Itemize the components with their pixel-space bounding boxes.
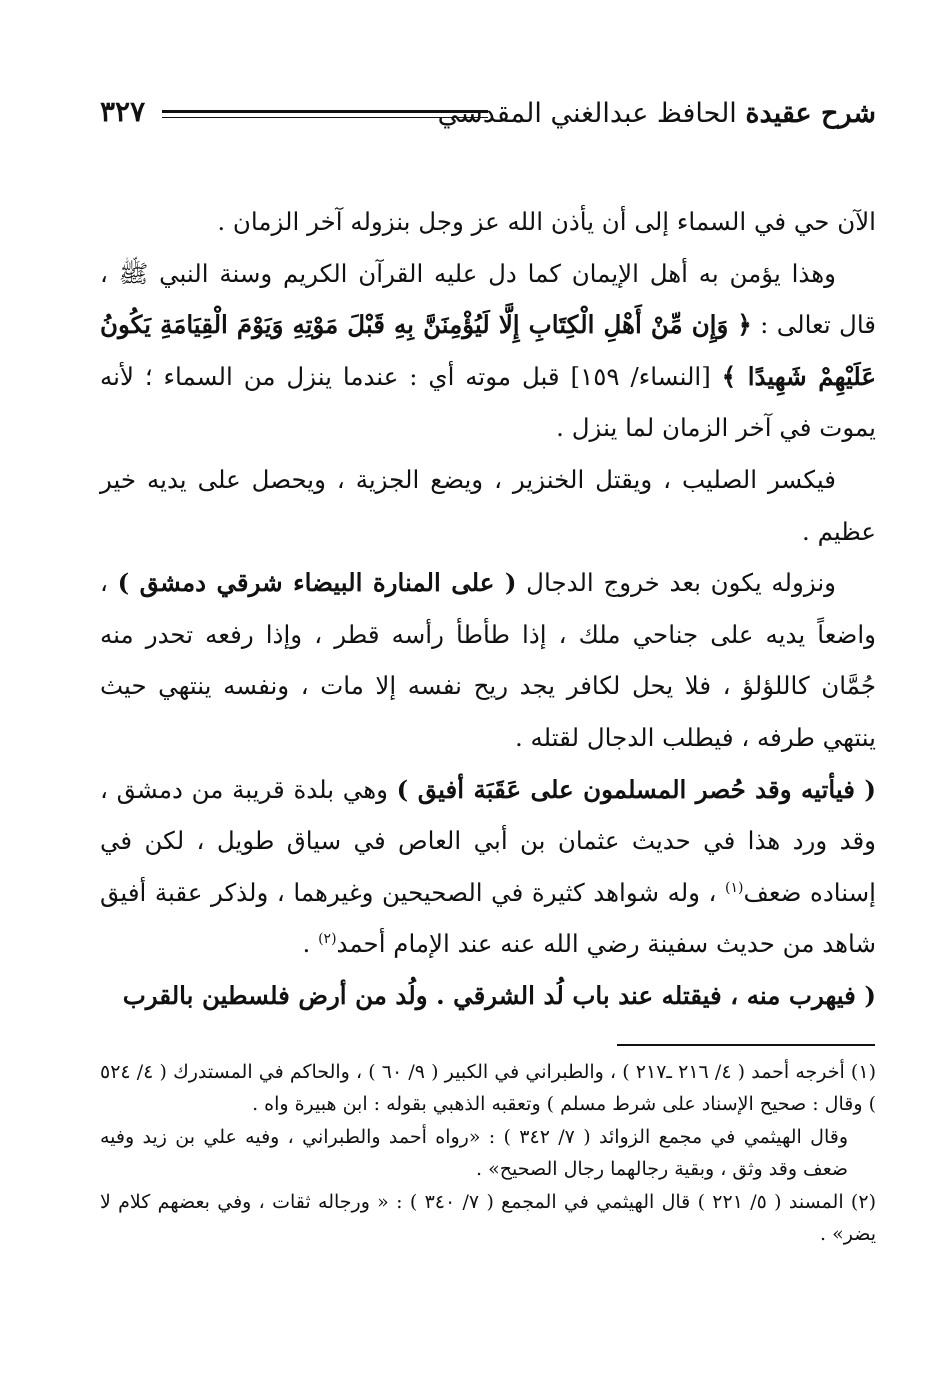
footnote-ref-1: (١) [725,879,744,896]
footnote-1-continued: وقال الهيثمي في مجمع الزوائد ( ٧/ ٣٤٢ ) : «رواه أحمد والطبراني ، وفيه علي بن زيد وفيه ضعف وقد وثق ، وبقية رجالهما رجال الصحيح» . [100,1125,849,1181]
footnote-1: (١) أخرجه أحمد ( ٤/ ٢١٦ ـ٢١٧ ) ، والطبراني في الكبير ( ٩/ ٦٠ ) ، والحاكم في المستدرك ( ٤/ ٥٢٤ ) وقال : صحيح الإسناد على شرط مسلم ) وتعقبه الذهبي بقوله : ابن هبيرة واه . [100,1061,876,1116]
paragraph-5-text-a: وهي بلدة قريبة من دمشق ، وقد ورد هذا في حديث عثمان بن أبي العاص في سياق طويل ، لكن في إسناده ضعف [100,774,876,907]
page-number: ٣٢٧ [100,95,146,128]
book-title-rest: الحافظ عبدالغني المقدسي [437,98,746,129]
paragraph-3: فيكسر الصليب ، ويقتل الخنزير ، ويضع الجزية ، ويحصل على يديه خير عظيم . [100,464,876,546]
running-header [100,88,876,144]
book-title [438,94,876,134]
footnote-ref-2: (٢) [318,931,337,948]
paragraph-5 [100,764,876,970]
matn-quote-2: ( فيأتيه وقد حُصر المسلمون على عَقَبَة أفيق ) [396,774,876,804]
matn-quote-3: ( فيهرب منه ، فيقتله عند باب لُد الشرقي . ولُد من أرض فلسطين بالقرب [122,980,876,1010]
footnotes [100,1056,876,1250]
paragraph-4-text-b: ، واضعاً يديه على جناحي ملك ، إذا طأطأ رأسه قطر ، وإذا رفعه تحدر منه جُمَّان كاللؤلؤ ، فلا يحل لكافر يجد ريح نفسه إلا مات ، ونفسه ينتهي حيث ينتهي طرفه ، فيطلب الدجال لقتله . [100,568,876,752]
paragraph-5-text-c: . [302,929,319,959]
main-text [100,196,876,1022]
paragraph-2-text-a: وهذا يؤمن به أهل الإيمان كما دل عليه القرآن الكريم وسنة النبي ﷺ ، قال تعالى : [100,258,876,340]
footnote-separator [617,1044,875,1046]
paragraph-2-text-b: [النساء/ ١٥٩] قبل موته أي : عندما ينزل من السماء ؛ لأنه يموت في آخر الزمان لما ينزل . [100,361,876,443]
paragraph-2 [100,248,876,454]
paragraph-5-text-b: ، وله شواهد كثيرة في الصحيحين وغيرهما ، ولذكر عقبة أفيق شاهد من حديث سفينة رضي الله عنه عند الإمام أحمد [100,877,876,959]
book-title-bold: شرح عقيدة [745,98,876,129]
paragraph-1: الآن حي في السماء إلى أن يأذن الله عز وجل بنزوله آخر الزمان . [217,207,876,236]
quran-verse: ﴿ وَإِن مِّنْ أَهْلِ الْكِتَابِ إِلَّا لَيُؤْمِنَنَّ بِهِ قَبْلَ مَوْتِهِ وَيَوْمَ الْقِيَامَةِ يَكُونُ عَلَيْهِمْ شَهِيدًا ﴾ [100,310,876,391]
footnote-2: (٢) المسند ( ٥/ ٢٢١ ) قال الهيثمي في المجمع ( ٧/ ٣٤٠ ) : « ورجاله ثقات ، وفي بعضهم كلام لا يضر» . [100,1190,876,1246]
paragraph-4 [100,557,876,763]
header-rule [162,110,488,118]
paragraph-4-text-a: ونزوله يكون بعد خروج الدجال [516,568,836,598]
matn-quote-1: ( على المنارة البيضاء شرقي دمشق ) [117,568,517,598]
